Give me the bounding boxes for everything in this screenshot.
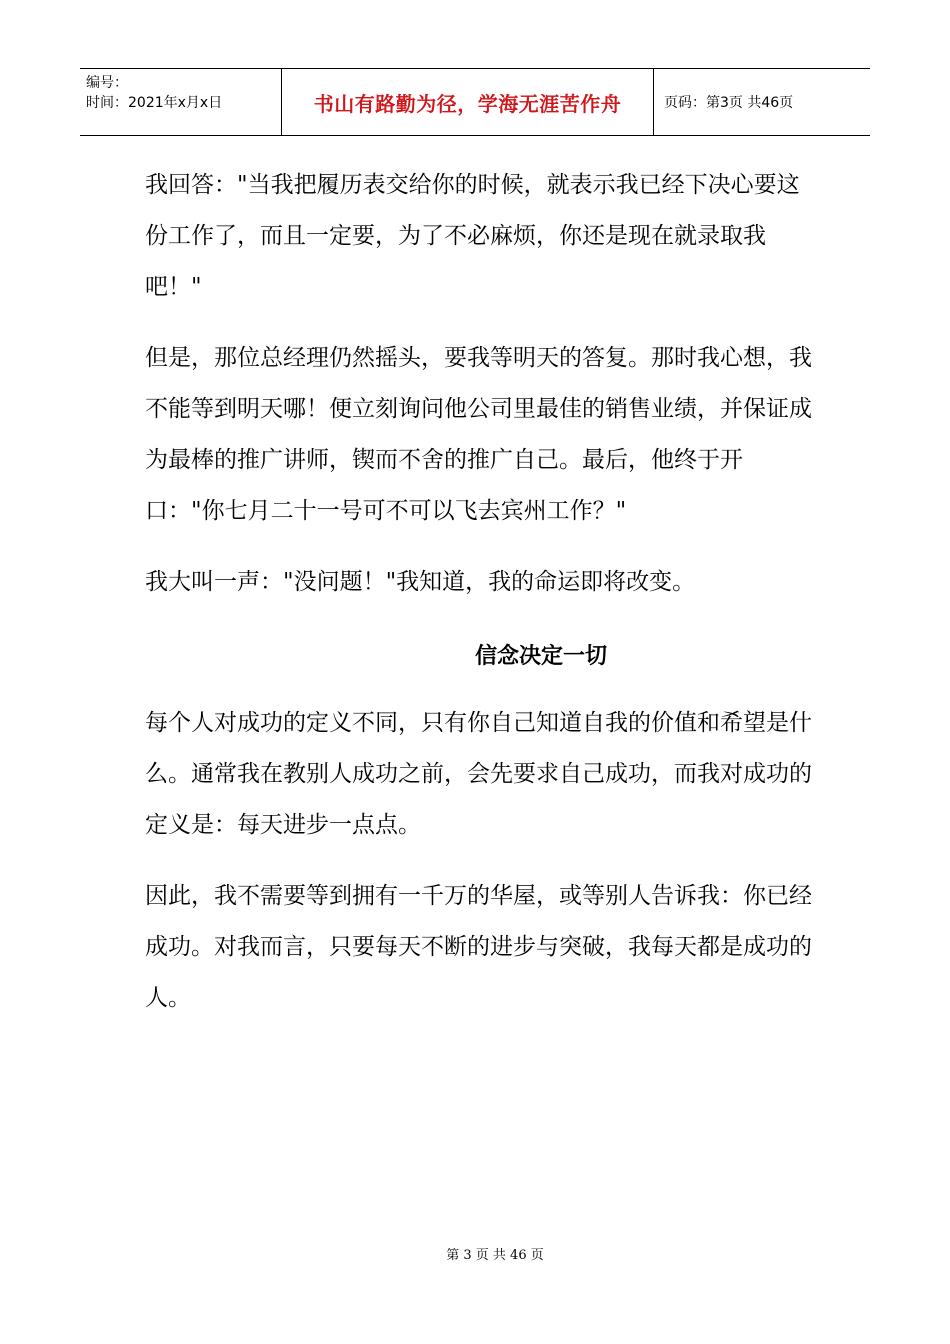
number-label: 编号： — [86, 75, 128, 91]
paragraph-4: 每个人对成功的定义不同，只有你自己知道自我的价值和希望是什么。通常我在教别人成功之前，会先要求自己成功，而我对成功的定义是：每天进步一点点。 — [145, 710, 812, 838]
page-footer — [0, 1244, 950, 1263]
motto-text: 书山有路勤为径，学海无涯苦作舟 — [313, 91, 622, 116]
header-meta-cell — [80, 69, 282, 135]
page-info: 页码：第3页 共46页 — [664, 95, 794, 111]
paragraph-2: 但是，那位总经理仍然摇头，要我等明天的答复。那时我心想，我不能等到明天哪！便立刻询问他公司里最佳的销售业绩，并保证成为最棒的推广讲师，锲而不舍的推广自己。最后，他终于开口："你七月二十一号可不可以飞去宾州工作？" — [145, 345, 812, 524]
date-line: 时间：2021年x月x日 — [86, 95, 223, 111]
section-heading: 信念决定一切 — [475, 644, 608, 669]
header-motto-cell — [282, 69, 654, 135]
paragraph-3: 我大叫一声："没问题！"我知道，我的命运即将改变。 — [145, 569, 696, 595]
paragraph-5: 因此，我不需要等到拥有一千万的华屋，或等别人告诉我：你已经成功。对我而言，只要每天不断的进步与突破，我每天都是成功的人。 — [145, 883, 812, 1011]
document-header — [80, 68, 870, 136]
paragraph-1: 我回答："当我把履历表交给你的时候，就表示我已经下决心要这份工作了，而且一定要，为了不必麻烦，你还是现在就录取我吧！" — [145, 172, 800, 300]
header-page-cell — [654, 69, 870, 135]
footer-page-number: 第 3 页 共 46 页 — [446, 1248, 544, 1263]
document-body — [145, 160, 815, 1044]
